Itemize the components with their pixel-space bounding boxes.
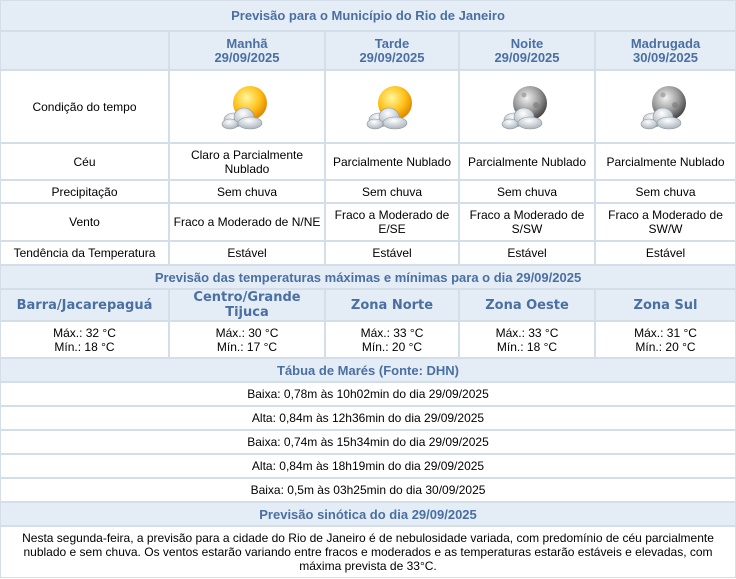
row-label-ceu: Céu [0, 143, 169, 180]
vento-value: Fraco a Moderado de S/SW [459, 203, 595, 241]
zone-temps [169, 321, 325, 358]
period-header [459, 31, 595, 70]
period-name: Tarde [374, 35, 410, 51]
row-label-precipitacao: Precipitação [0, 180, 169, 203]
zone-name: Zona Sul [595, 289, 736, 321]
period-header [325, 31, 459, 70]
period-name: Manhã [226, 35, 268, 51]
period-date: 30/09/2025 [632, 49, 699, 65]
condition-cell [459, 70, 595, 143]
condition-cell [325, 70, 459, 143]
tide-row: Baixa: 0,74m às 15h34min do dia 29/09/2025 [0, 430, 736, 454]
row-label-vento: Vento [0, 203, 169, 241]
min-temp: Mín.: 18 °C [54, 339, 115, 354]
zone-name: Zona Norte [325, 289, 459, 321]
tendencia-value: Estável [459, 241, 595, 265]
tide-row: Baixa: 0,5m às 03h25min do dia 30/09/2025 [0, 478, 736, 502]
synoptic-section-title: Previsão sinótica do dia 29/09/2025 [0, 502, 736, 526]
period-name: Madrugada [630, 35, 701, 51]
tendencia-value: Estável [169, 241, 325, 265]
max-temp: Máx.: 33 °C [495, 325, 559, 340]
tide-row: Baixa: 0,78m às 10h02min do dia 29/09/2025 [0, 382, 736, 406]
temps-section-title: Previsão das temperaturas máximas e mínimas para o dia 29/09/2025 [0, 265, 736, 289]
precipitacao-value: Sem chuva [459, 180, 595, 203]
ceu-value: Parcialmente Nublado [595, 143, 736, 180]
period-date: 29/09/2025 [494, 49, 560, 65]
zone-temps [0, 321, 169, 358]
period-date: 29/09/2025 [214, 49, 280, 65]
row-label-condicao: Condição do tempo [0, 70, 169, 143]
condition-cell [169, 70, 325, 143]
zone-temps [595, 321, 736, 358]
moon-cloud-icon [639, 81, 693, 133]
period-header [595, 31, 736, 70]
tide-row: Alta: 0,84m às 12h36min do dia 29/09/2025 [0, 406, 736, 430]
corner-cell [0, 31, 169, 70]
vento-value: Fraco a Moderado de E/SE [325, 203, 459, 241]
zone-temps [325, 321, 459, 358]
max-temp: Máx.: 31 °C [634, 325, 697, 340]
zone-name: Centro/Grande Tijuca [169, 289, 325, 321]
tendencia-value: Estável [325, 241, 459, 265]
min-temp: Mín.: 18 °C [496, 339, 558, 354]
ceu-value: Parcialmente Nublado [459, 143, 595, 180]
page-title: Previsão para o Município do Rio de Janeiro [0, 0, 736, 31]
vento-value: Fraco a Moderado de SW/W [595, 203, 736, 241]
sun-cloud-icon [365, 81, 419, 133]
precipitacao-value: Sem chuva [169, 180, 325, 203]
min-temp: Mín.: 20 °C [635, 339, 696, 354]
zone-temps [459, 321, 595, 358]
tide-row: Alta: 0,84m às 18h19min do dia 29/09/2025 [0, 454, 736, 478]
period-name: Noite [510, 35, 544, 51]
zone-name: Barra/Jacarepaguá [0, 289, 169, 321]
tendencia-value: Estável [595, 241, 736, 265]
period-header [169, 31, 325, 70]
ceu-value: Claro a Parcialmente Nublado [169, 143, 325, 180]
max-temp: Máx.: 30 °C [215, 325, 279, 340]
ceu-value: Parcialmente Nublado [325, 143, 459, 180]
period-date: 29/09/2025 [359, 49, 425, 65]
precipitacao-value: Sem chuva [325, 180, 459, 203]
max-temp: Máx.: 32 °C [53, 325, 116, 340]
condition-cell [595, 70, 736, 143]
moon-cloud-icon [500, 81, 554, 133]
precipitacao-value: Sem chuva [595, 180, 736, 203]
min-temp: Mín.: 17 °C [216, 339, 278, 354]
min-temp: Mín.: 20 °C [361, 339, 423, 354]
tides-section-title: Tábua de Marés (Fonte: DHN) [0, 358, 736, 382]
sun-cloud-icon [220, 81, 274, 133]
max-temp: Máx.: 33 °C [360, 325, 424, 340]
zone-name: Zona Oeste [459, 289, 595, 321]
synoptic-text: Nesta segunda-feira, a previsão para a cidade do Rio de Janeiro é de nebulosidade variada, com predomínio de céu parcialmente nublado e sem chuva. Os ventos estarão variando entre fracos e moderados e as temperaturas estarão estáveis e elevadas, com máxima prevista de 33°C. [0, 526, 736, 578]
vento-value: Fraco a Moderado de N/NE [169, 203, 325, 241]
row-label-tendencia: Tendência da Temperatura [0, 241, 169, 265]
